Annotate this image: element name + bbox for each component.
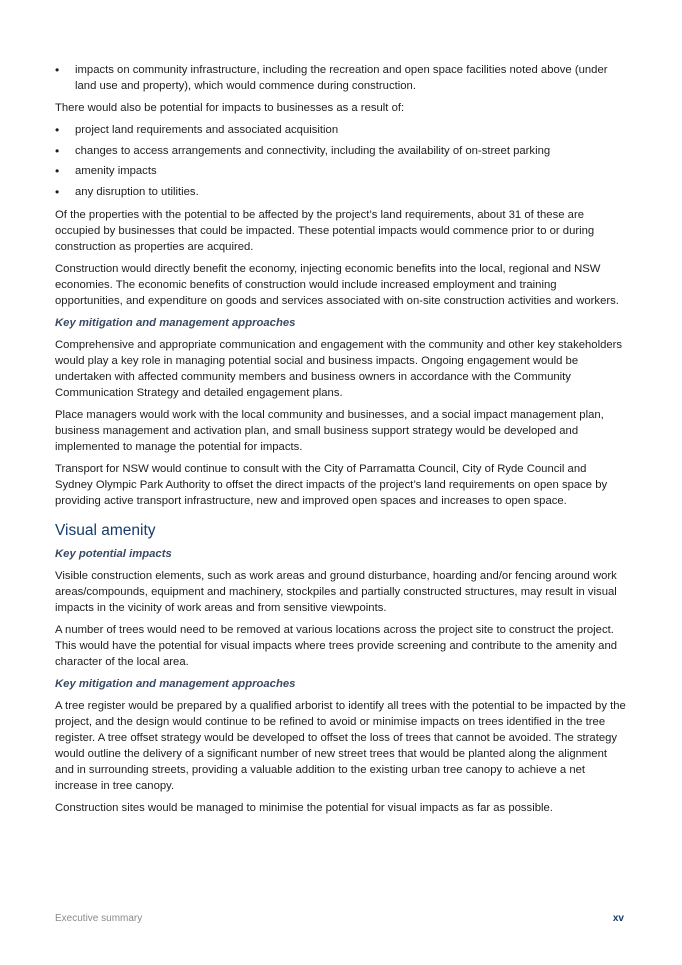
- bullet-list-business: [55, 122, 627, 200]
- paragraph-business-intro: There would also be potential for impacts to businesses as a result of:: [55, 102, 405, 114]
- footer-section-label: Executive summary: [55, 913, 143, 924]
- paragraph: Comprehensive and appropriate communication and engagement with the community and other key stakeholders would play a key role in managing potential social and business impacts. Ongoing engagement would be undertaken with affected community members and business owners in accordance with the Community Communication Strategy and detailed engagement plans.: [55, 338, 623, 399]
- paragraph: Place managers would work with the local community and businesses, and a social impact management plan, business management and activation plan, and small business support strategy would be developed and implemented to manage the potential for impacts.: [55, 408, 604, 453]
- bullet-item: • project land requirements and associated acquisition: [55, 122, 627, 138]
- paragraph: Construction would directly benefit the economy, injecting economic benefits into the local, regional and NSW economies. The economic benefits of construction would include increased employment and training opportunities, and expenditure on goods and services associated with on-site construction activities and workers.: [55, 262, 619, 307]
- subheading-mitigation: Key mitigation and management approaches: [55, 677, 296, 690]
- footer-page-number: xv: [612, 913, 624, 924]
- subheading-mitigation: Key mitigation and management approaches: [55, 316, 296, 329]
- paragraph: Transport for NSW would continue to consult with the City of Parramatta Council, City of Ryde Council and Sydney Olympic Park Authority to offset the direct impacts of the project’s land requirements on open space by providing active transport infrastructure, new and improved open spaces and increases to open space.: [55, 462, 608, 507]
- bullet-item: • amenity impacts: [55, 163, 627, 179]
- paragraph: Of the properties with the potential to be affected by the project’s land requirements, about 31 of these are occupied by businesses that could be impacted. These potential impacts would commence prior to or during construction as properties are acquired.: [55, 208, 595, 253]
- document-body: [55, 62, 627, 822]
- subheading-impacts: Key potential impacts: [55, 547, 172, 560]
- section-heading-visual-amenity: Visual amenity: [55, 521, 156, 539]
- paragraph: A number of trees would need to be removed at various locations across the project site to construct the project. This would have the potential for visual impacts where trees provide screening and contribute to the amenity and character of the local area.: [55, 623, 618, 668]
- bullet-item: • changes to access arrangements and connectivity, including the availability of on-street parking: [55, 143, 627, 159]
- bullet-item: • impacts on community infrastructure, including the recreation and open space facilities noted above (under land use and property), which would commence during construction.: [55, 62, 627, 94]
- bullet-list-community: [55, 62, 627, 94]
- bullet-item: • any disruption to utilities.: [55, 184, 627, 200]
- paragraph: Construction sites would be managed to minimise the potential for visual impacts as far as possible.: [55, 801, 553, 814]
- paragraph: Visible construction elements, such as work areas and ground disturbance, hoarding and/or fencing around work areas/compounds, equipment and machinery, stockpiles and partially constructed structures, may result in visual impacts in the vicinity of work areas and from sensitive viewpoints.: [55, 569, 617, 614]
- paragraph: A tree register would be prepared by a qualified arborist to identify all trees with the potential to be impacted by the project, and the design would continue to be refined to avoid or minimise impacts on trees identified in the tree register. A tree offset strategy would be developed to offset the loss of trees that cannot be avoided. The strategy would outline the delivery of a significant number of new street trees that would be planted along the alignment and in surrounding streets, providing a valuable addition to the existing urban tree canopy to achieve a net increase in tree canopy.: [55, 699, 626, 792]
